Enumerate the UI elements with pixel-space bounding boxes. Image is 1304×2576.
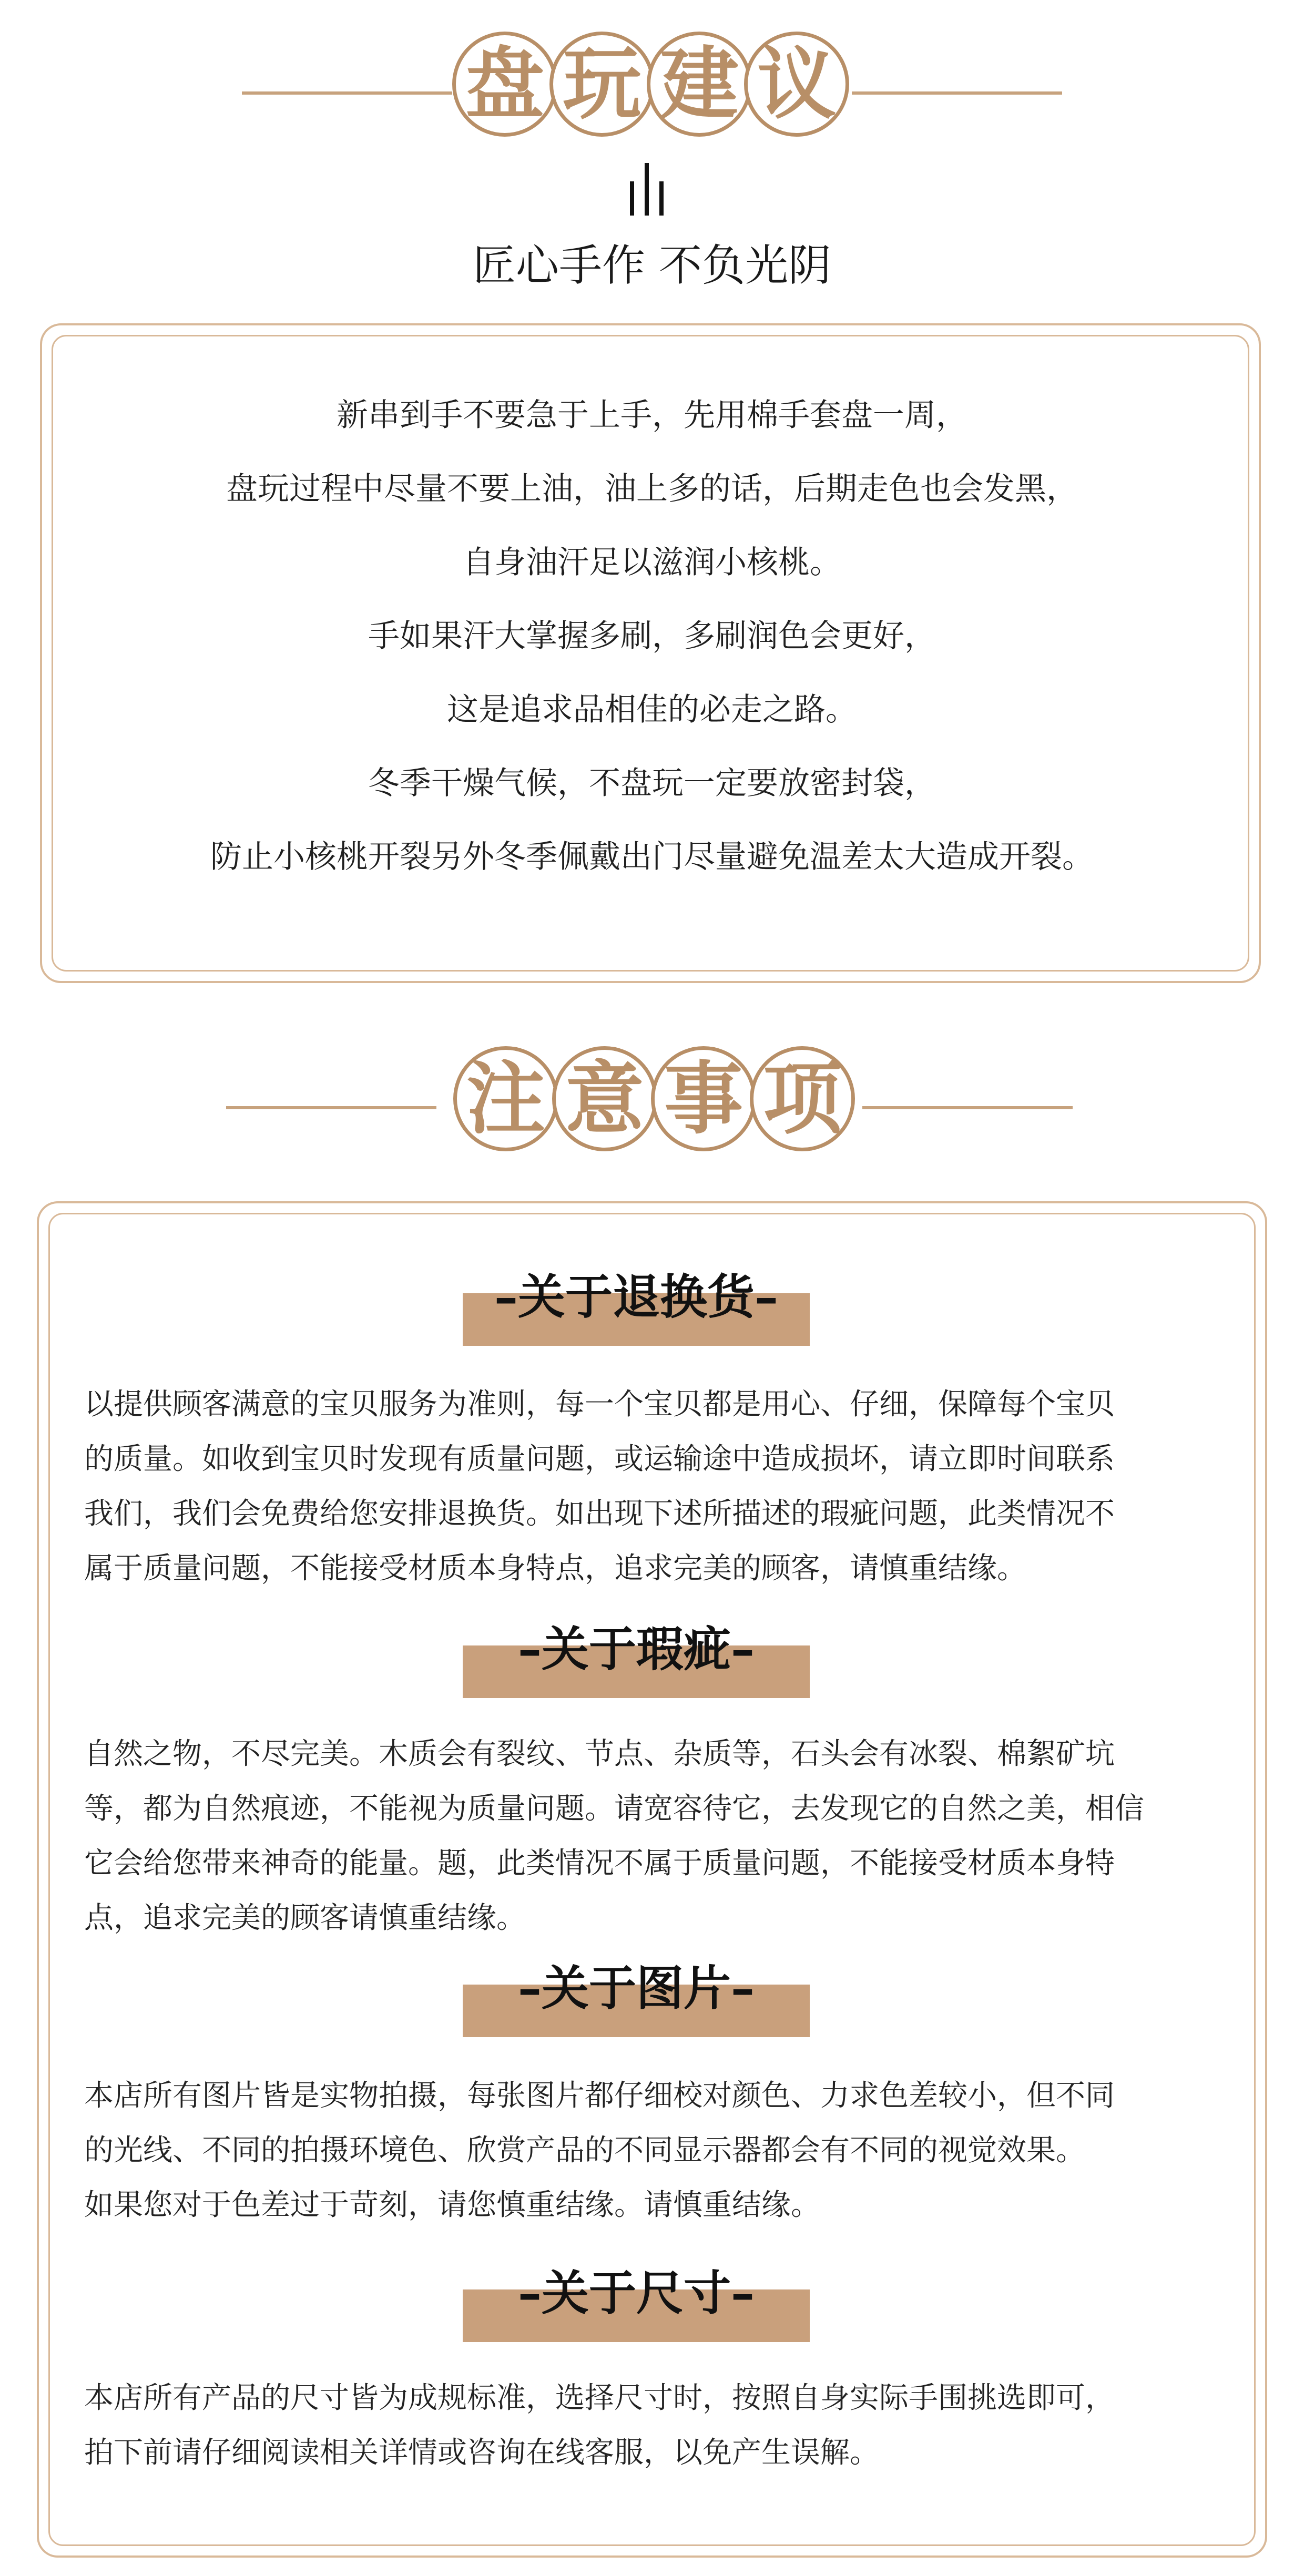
paragraph-line: 我们，我们会免费给您安排退换货。如出现下述所描述的瑕疵问题，此类情况不 — [84, 1497, 1115, 1531]
title-char-2: 意 — [552, 1046, 657, 1151]
title-char-3: 建 — [647, 32, 752, 137]
paragraph-flaws — [84, 1727, 1220, 1946]
paragraph-line: 以提供顾客满意的宝贝服务为准则，每一个宝贝都是用心、仔细，保障每个宝贝 — [84, 1387, 1115, 1422]
title-char-4: 议 — [744, 32, 849, 137]
paragraph-line: 如果您对于色差过于苛刻，请您慎重结缘。请慎重结缘。 — [84, 2188, 820, 2222]
divider-left — [242, 91, 452, 95]
divider-right — [862, 1106, 1073, 1109]
paragraph-line: 等，都为自然痕迹，不能视为质量问题。请宽容待它，去发现它的自然之美，相信 — [84, 1792, 1144, 1826]
paragraph-line: 属于质量问题，不能接受材质本身特点，追求完美的顾客，请慎重结缘。 — [84, 1551, 1026, 1586]
advice-line-5: 这是追求品相佳的必走之路。 — [447, 691, 857, 728]
advice-line-6: 冬季干燥气候，不盘玩一定要放密封袋， — [368, 765, 936, 802]
decorative-mark-icon — [626, 163, 668, 216]
title-char-1: 注 — [453, 1046, 558, 1151]
divider-right — [852, 91, 1062, 95]
title-char-1: 盘 — [452, 32, 557, 137]
advice-line-7: 防止小核桃开裂另外冬季佩戴出门尽量避免温差太大造成开裂。 — [210, 839, 1094, 875]
title-char-4: 项 — [750, 1046, 855, 1151]
advice-line-4: 手如果汗大掌握多刷，多刷润色会更好， — [368, 618, 936, 655]
advice-line-3: 自身油汗足以滋润小核桃。 — [463, 544, 841, 581]
paragraph-line: 本店所有产品的尺寸皆为成规标准，选择尺寸时，按照自身实际手围挑选即可， — [84, 2381, 1115, 2415]
paragraph-line: 的质量。如收到宝贝时发现有质量问题，或运输途中造成损坏，请立即时间联系 — [84, 1442, 1115, 1476]
paragraph-line: 本店所有图片皆是实物拍摄，每张图片都仔细校对颜色、力求色差较小，但不同 — [84, 2079, 1115, 2113]
advice-line-1: 新串到手不要急于上手，先用棉手套盘一周， — [337, 397, 967, 434]
section-header-notes — [0, 1046, 1304, 1167]
paragraph-size — [84, 2371, 1220, 2480]
subtitle: 匠心手作 不负光阴 — [472, 241, 832, 291]
title-char-3: 事 — [651, 1046, 756, 1151]
paragraph-returns — [84, 1377, 1220, 1596]
paragraph-line: 自然之物，不尽完美。木质会有裂纹、节点、杂质等，石头会有冰裂、棉絮矿坑 — [84, 1737, 1115, 1771]
section-header-advice — [0, 32, 1304, 152]
divider-left — [226, 1106, 436, 1109]
paragraph-line: 点，追求完美的顾客请慎重结缘。 — [84, 1901, 526, 1935]
heading-flaws: –关于瑕疵– — [463, 1645, 810, 1698]
heading-images: –关于图片– — [463, 1985, 810, 2037]
paragraph-line: 拍下前请仔细阅读相关详情或咨询在线客服，以免产生误解。 — [84, 2436, 879, 2470]
paragraph-images — [84, 2069, 1220, 2233]
title-char-2: 玩 — [549, 32, 655, 137]
heading-returns: –关于退换货– — [463, 1293, 810, 1346]
paragraph-line: 的光线、不同的拍摄环境色、欣赏产品的不同显示器都会有不同的视觉效果。 — [84, 2133, 1085, 2168]
advice-line-2: 盘玩过程中尽量不要上油，油上多的话，后期走色也会发黑， — [226, 471, 1078, 507]
paragraph-line: 它会给您带来神奇的能量。题，此类情况不属于质量问题，不能接受材质本身特 — [84, 1846, 1115, 1880]
heading-size: –关于尺寸– — [463, 2289, 810, 2342]
